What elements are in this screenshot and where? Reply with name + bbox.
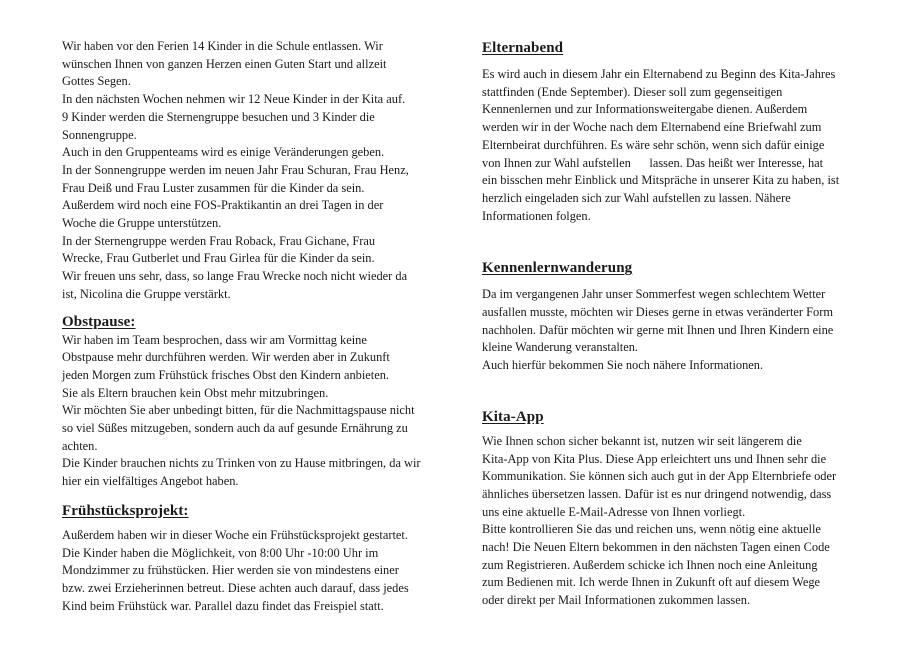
text-line: hier ein vielfältiges Angebot haben. [62, 474, 239, 489]
fruehstueck-heading: Frühstücksprojekt: [62, 502, 189, 519]
text-line: ist, Nicolina die Gruppe verstärkt. [62, 286, 231, 301]
text-line: Woche die Gruppe unterstützen. [62, 216, 222, 231]
text-line: Außerdem haben wir in dieser Woche ein Frühstücksprojekt gestartet. [62, 527, 408, 542]
text-line: wünschen Ihnen von ganzen Herzen einen Guten Start und allzeit [62, 56, 387, 71]
fruehstueck-text [62, 527, 447, 616]
obstpause-heading: Obstpause: [62, 313, 136, 330]
text-line: Sie als Eltern brauchen kein Obst mehr mitzubringen. [62, 385, 329, 400]
text-line: Bitte kontrollieren Sie das und reichen uns, wenn nötig eine aktuelle [482, 522, 821, 537]
right-column [482, 38, 867, 610]
text-line: werden wir in der Woche nach dem Elternabend eine Briefwahl zum [482, 120, 822, 135]
text-line: Auch hierfür bekommen Sie noch nähere Informationen. [482, 358, 764, 373]
text-line: nach! Die Neuen Eltern bekommen in den nächsten Tagen einen Code [482, 540, 830, 555]
kennenlernwanderung-text [482, 286, 867, 375]
text-line: kleine Wanderung veranstalten. [482, 340, 639, 355]
text-line: 9 Kinder werden die Sternengruppe besuchen und 3 Kinder die [62, 109, 375, 124]
text-line: Elternbeirat durchführen. Es wäre sehr schön, wenn sich dafür einige [482, 137, 825, 152]
text-line: Wir haben im Team besprochen, dass wir am Vormittag keine [62, 332, 367, 347]
text-line: Es wird auch in diesem Jahr ein Elternabend zu Beginn des Kita-Jahres [482, 67, 836, 81]
elternabend-text [482, 66, 867, 225]
text-line: Sonnengruppe. [62, 127, 137, 142]
text-line: Frau Deiß und Frau Luster zusammen für die Kinder da sein. [62, 180, 365, 195]
text-line: zum Bedienen mit. Ich werde Ihnen in Zukunft oft auf diesem Wege [482, 575, 821, 590]
text-line: herzlich eingeladen sich zur Wahl aufstellen zu lassen. Nähere [482, 190, 791, 205]
text-line: Mondzimmer zu frühstücken. Hier werden sie von mindestens einer [62, 563, 399, 578]
text-line: stattfinden (Ende September). Dieser soll zum gegenseitigen [482, 84, 783, 99]
text-line: Informationen folgen. [482, 208, 591, 223]
text-line: ein bisschen mehr Einblick und Mitspräche in unserer Kita zu haben, ist [482, 173, 840, 188]
text-line: jeden Morgen zum Frühstück frisches Obst den Kindern anbieten. [62, 367, 390, 382]
text-line: Obstpause mehr durchführen werden. Wir werden aber in Zukunft [62, 350, 390, 365]
text-line: Gottes Segen. [62, 74, 131, 89]
elternabend-heading: Elternabend [482, 40, 564, 56]
text-line: oder direkt per Mail Informationen zukommen lassen. [482, 593, 751, 608]
text-line: achten. [62, 438, 98, 453]
text-line: Kind beim Frühstück war. Parallel dazu findet das Freispiel statt. [62, 598, 384, 613]
text-line: Kommunikation. Sie können sich auch gut in der App Elternbriefe oder [482, 469, 837, 484]
text-line: Kennenlernen und zur Informationsweitergabe dienen. Außerdem [482, 102, 808, 117]
text-line: Wir freuen uns sehr, dass, so lange Frau Wrecke noch nicht wieder da [62, 269, 408, 284]
text-line: ausfallen musste, möchten wir Dieses gerne in etwas veränderter Form [482, 305, 833, 320]
text-line: In den nächsten Wochen nehmen wir 12 Neue Kinder in der Kita auf. [62, 92, 406, 107]
text-line: uns eine aktuelle E-Mail-Adresse von Ihnen vorliegt. [482, 504, 746, 519]
text-line: zum Registrieren. Außerdem schicke ich Ihnen noch eine Anleitung [482, 557, 818, 572]
text-line: Da im vergangenen Jahr unser Sommerfest wegen schlechtem Wetter [482, 287, 826, 302]
text-line: von Ihnen zur Wahl aufstellen lassen. Das heißt wer Interesse, hat [482, 155, 824, 170]
text-line: nachholen. Dafür möchten wir gerne mit Ihnen und Ihren Kindern eine [482, 322, 834, 337]
text-line: Wir möchten Sie aber unbedingt bitten, für die Nachmittagspause nicht [62, 403, 415, 418]
text-line: Wie Ihnen schon sicher bekannt ist, nutzen wir seit längerem die [482, 433, 802, 448]
kitaapp-heading: Kita-App [482, 408, 544, 425]
obstpause-text [62, 332, 447, 491]
text-line: Die Kinder haben die Möglichkeit, von 8:00 Uhr -10:00 Uhr im [62, 545, 379, 560]
text-line: Auch in den Gruppenteams wird es einige Veränderungen geben. [62, 145, 385, 160]
text-line: Kita-App von Kita Plus. Diese App erleichtert uns und Ihnen sehr die [482, 451, 827, 466]
text-line: ähnliches übersetzen lassen. Dafür ist es nur dringend notwendig, dass [482, 486, 832, 501]
intro-text [62, 38, 447, 304]
text-line: In der Sternengruppe werden Frau Roback, Frau Gichane, Frau [62, 233, 376, 248]
text-line: Wrecke, Frau Gutberlet und Frau Girlea für die Kinder da sein. [62, 251, 375, 266]
text-line: Die Kinder brauchen nichts zu Trinken von zu Hause mitbringen, da wir [62, 456, 421, 471]
text-line: Außerdem wird noch eine FOS-Praktikantin an drei Tagen in der [62, 198, 384, 213]
text-line: Wir haben vor den Ferien 14 Kinder in die Schule entlassen. Wir [62, 39, 383, 53]
text-line: bzw. zwei Erzieherinnen betreut. Diese achten auch darauf, dass jedes [62, 580, 409, 595]
kitaapp-text [482, 433, 867, 610]
text-line: In der Sonnengruppe werden im neuen Jahr Frau Schuran, Frau Henz, [62, 162, 409, 177]
text-line: so viel Süßes mitzugeben, sondern auch da auf gesunde Ernährung zu [62, 421, 408, 436]
kennenlernwanderung-heading: Kennenlernwanderung [482, 260, 633, 277]
left-column [62, 38, 447, 615]
